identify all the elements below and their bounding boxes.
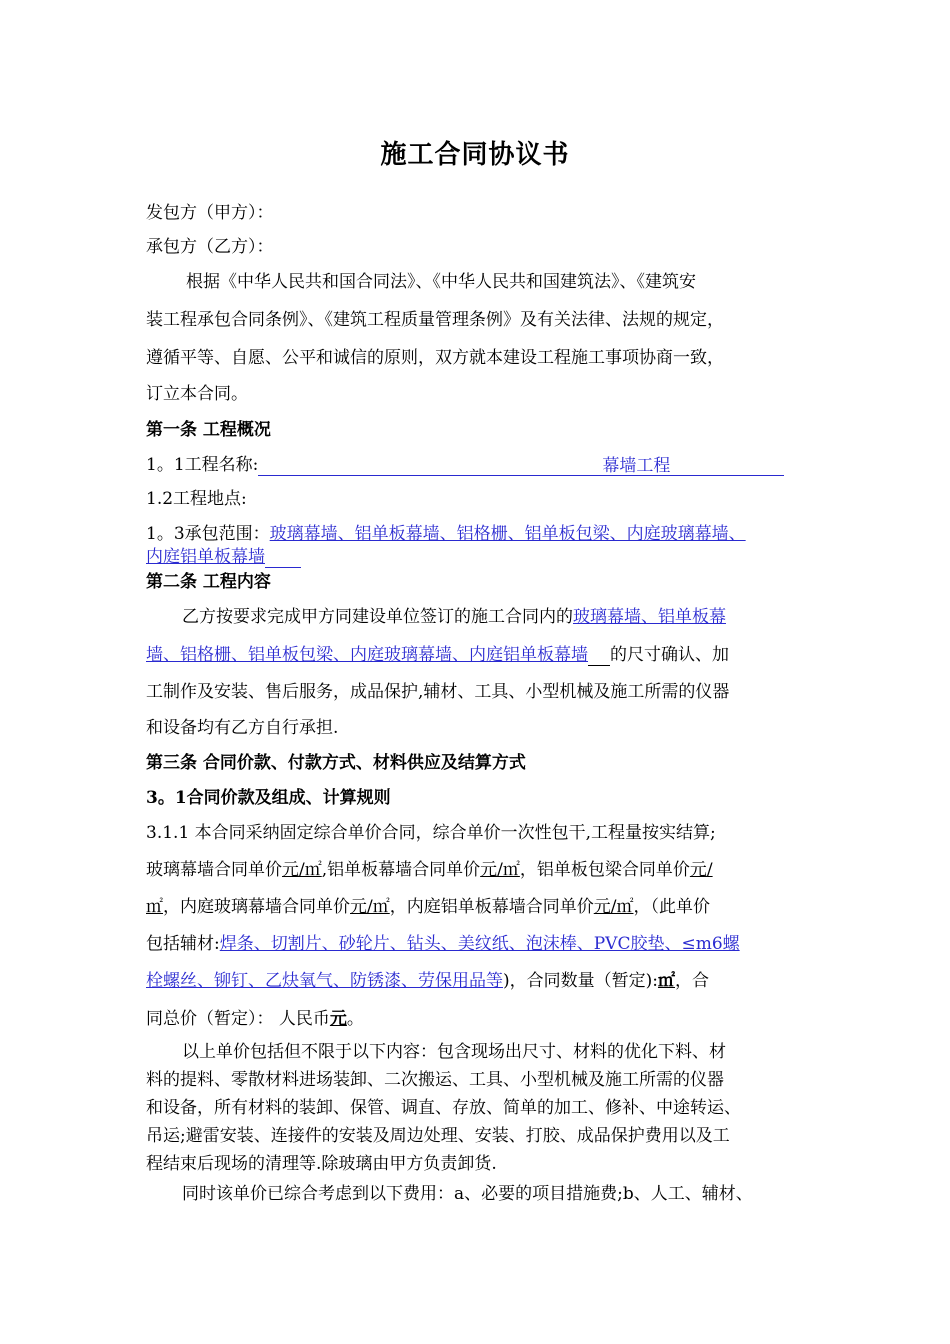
project-location-label: 1.2工程地点:	[146, 489, 247, 509]
party-a-label: 发包方（甲方）：	[146, 203, 274, 223]
content-line-3: 工制作及安装、售后服务，成品保护,辅材、工具、小型机械及施工所需的仪器	[146, 682, 730, 702]
project-name-row	[146, 454, 784, 476]
price-line-1: 3.1.1 本合同采纳固定综合单价合同，综合单价一次性包干,工程量按实结算;	[146, 823, 716, 843]
includes-line-5: 程结束后现场的清理等.除玻璃由甲方负责卸货.	[146, 1154, 497, 1174]
quantity-unit: ㎡	[658, 971, 675, 991]
price-text-beam: ，铝单板包梁合同单价	[519, 860, 690, 880]
unit-beam: 元/	[689, 860, 713, 880]
project-name-value: 幕墙工程	[602, 456, 671, 476]
content-blank	[588, 645, 610, 666]
materials-list-1: 焊条、切割片、砂轮片、钻头、美纹纸、泡沫棒、PVC胶垫、≤m6螺	[219, 934, 740, 954]
article-3-heading: 第三条 合同价款、付款方式、材料供应及结算方式	[146, 753, 526, 773]
intro-line-1: 根据《中华人民共和国合同法》、《中华人民共和国建筑法》、《建筑安	[186, 272, 696, 292]
project-name-label: 1。1工程名称:	[146, 455, 259, 475]
price-line-4	[146, 933, 740, 955]
includes-line-3: 和设备，所有材料的装卸、保管、调直、存放、简单的加工、修补、中途转运、	[146, 1098, 741, 1118]
total-price-end: 。	[346, 1009, 364, 1029]
costs-line-1: 同时该单价已综合考虑到以下费用：a、必要的项目措施费;b、人工、辅材、	[182, 1184, 753, 1204]
content-link-1: 玻璃幕墙、铝单板幕	[573, 607, 726, 627]
price-text-inner-glass: ，内庭玻璃幕墙合同单价	[163, 897, 350, 917]
includes-line-1: 以上单价包括但不限于以下内容：包含现场出尺寸、材料的优化下料、材	[182, 1042, 726, 1062]
scope-value-1: 玻璃幕墙、铝单板幕墙、铝格栅、铝单板包梁、内庭玻璃幕墙、	[269, 524, 746, 544]
document-title: 施工合同协议书	[380, 140, 570, 170]
unit-inner-glass: 元/㎡	[350, 897, 390, 917]
materials-list-2: 栓螺丝、铆钉、乙炔氧气、防锈漆、劳保用品等	[146, 971, 503, 991]
quantity-label: )，合同数量（暂定):	[503, 971, 658, 991]
price-text-inner-alu: ，内庭铝单板幕墙合同单价	[389, 897, 594, 917]
price-line-6	[146, 1008, 364, 1030]
price-text-alu: ,铝单板幕墙合同单价	[321, 860, 481, 880]
price-line-5	[146, 970, 709, 992]
price-line-3	[146, 896, 710, 918]
intro-line-3: 遵循平等、自愿、公平和诚信的原则，双方就本建设工程施工事项协商一致，	[146, 348, 724, 368]
party-b-label: 承包方（乙方）：	[146, 237, 274, 257]
scope-row-2	[146, 546, 301, 568]
article-3-subheading: 3。1合同价款及组成、计算规则	[146, 788, 391, 808]
project-name-field	[258, 455, 784, 476]
content-line-2	[146, 644, 729, 666]
price-text-glass: 玻璃幕墙合同单价	[146, 860, 282, 880]
quantity-text-end: ，合	[675, 971, 709, 991]
scope-label: 1。3承包范围：	[146, 524, 270, 544]
price-text-note: ，（此单价	[633, 897, 710, 917]
intro-line-4: 订立本合同。	[146, 384, 248, 404]
unit-alu: 元/㎡	[480, 860, 520, 880]
content-line-4: 和设备均有乙方自行承担.	[146, 718, 339, 738]
content-text-1: 乙方按要求完成甲方同建设单位签订的施工合同内的	[182, 607, 573, 627]
total-price-label: 同总价（暂定）： 人民币	[146, 1009, 330, 1029]
scope-value-2: 内庭铝单板幕墙	[146, 547, 265, 567]
scope-blank	[265, 547, 301, 568]
price-line-2	[146, 859, 713, 881]
materials-label: 包括辅材:	[146, 934, 220, 954]
article-1-heading: 第一条 工程概况	[146, 420, 271, 440]
includes-line-4: 吊运;避雷安装、连接件的安装及周边处理、安装、打胶、成品保护费用以及工	[146, 1126, 730, 1146]
article-2-heading: 第二条 工程内容	[146, 572, 271, 592]
content-text-2: 的尺寸确认、加	[610, 645, 729, 665]
unit-beam-sqm: ㎡	[146, 897, 163, 917]
total-price-unit: 元	[329, 1009, 347, 1029]
includes-line-2: 料的提料、零散材料进场装卸、二次搬运、工具、小型机械及施工所需的仪器	[146, 1070, 724, 1090]
scope-row	[146, 523, 746, 545]
intro-line-2: 装工程承包合同条例》、《建筑工程质量管理条例》及有关法律、法规的规定，	[146, 310, 724, 330]
content-link-2: 墙、铝格栅、铝单板包梁、内庭玻璃幕墙、内庭铝单板幕墙	[146, 645, 588, 665]
unit-inner-alu: 元/㎡	[593, 897, 634, 917]
content-line-1	[182, 606, 726, 628]
unit-glass: 元/㎡	[282, 860, 322, 880]
